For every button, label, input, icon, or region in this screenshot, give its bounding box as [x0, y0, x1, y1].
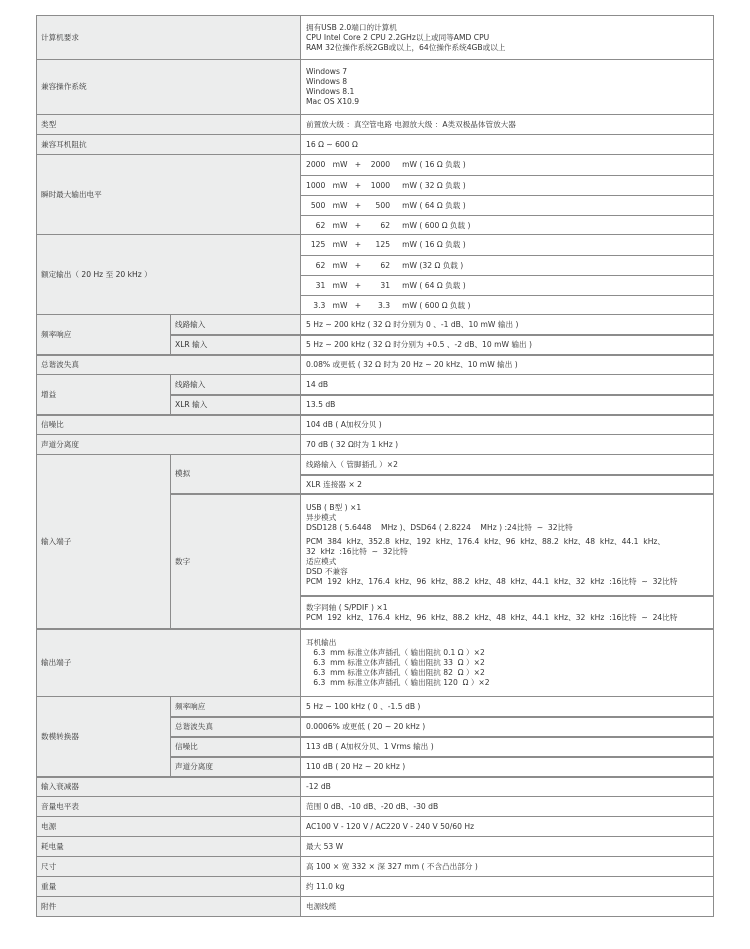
spec-label: 瞬时最大输出电平: [36, 155, 300, 235]
spec-label: 声道分离度: [36, 435, 300, 455]
spec-label: 兼容耳机阻抗: [36, 135, 300, 155]
spec-sublabel: 线路输入: [170, 315, 300, 335]
spec-row-output-terminals: [36, 629, 714, 697]
spec-row-dac: [36, 697, 714, 777]
spec-row-impedance: [36, 135, 714, 155]
spec-value: 13.5 dB: [300, 395, 714, 415]
spec-line: DSD128 ( 5.6448 MHz )、DSD64 ( 2.8224 MHz ) :24比特 ~ 32比特: [306, 523, 573, 532]
spec-subvalue: 3.3 mW + 3.3 mW ( 600 Ω 负载 ): [301, 295, 713, 316]
spec-label: 输入衰减器: [36, 777, 300, 797]
spec-row-peak-output: [36, 155, 714, 235]
spec-line: DSD 不兼容: [306, 567, 348, 576]
spec-value: [300, 629, 714, 697]
spec-row-gain: [36, 375, 714, 415]
spec-value: 0.08% 或更低 ( 32 Ω 时为 20 Hz ~ 20 kHz、10 mW 输出 ): [300, 355, 714, 375]
spec-value-group: [300, 155, 714, 235]
spec-value: 16 Ω ~ 600 Ω: [300, 135, 714, 155]
spec-label: 信噪比: [36, 415, 300, 435]
spec-value: 最大 53 W: [300, 837, 714, 857]
spec-value: [300, 15, 714, 60]
spec-subvalue: 500 mW + 500 mW ( 64 Ω 负载 ): [301, 195, 713, 216]
spec-line: PCM 384 kHz、352.8 kHz、192 kHz、176.4 kHz、96 kHz、88.2 kHz、48 kHz、44.1 kHz、: [306, 537, 665, 546]
spec-line: Windows 7: [306, 67, 348, 76]
spec-subvalue: 62 mW + 62 mW ( 600 Ω 负载 ): [301, 215, 713, 236]
spec-subvalue: 1000 mW + 1000 mW ( 32 Ω 负载 ): [301, 175, 713, 196]
spec-label: 增益: [36, 375, 170, 415]
spec-row-size: [36, 857, 714, 877]
spec-table: [36, 15, 714, 917]
spec-value: AC100 V - 120 V / AC220 V - 240 V 50/60 Hz: [300, 817, 714, 837]
spec-value: XLR 连接器 × 2: [300, 475, 714, 494]
spec-sublabel: 数字: [170, 494, 300, 629]
spec-line: PCM 192 kHz、176.4 kHz、96 kHz、88.2 kHz、48 kHz、44.1 kHz、32 kHz :16比特 ~ 32比特: [306, 577, 678, 586]
spec-sublabel: 频率响应: [170, 697, 300, 717]
spec-line: 6.3 mm 标准立体声插孔（ 输出阻抗 82 Ω ）×2: [306, 668, 485, 677]
spec-line: 拥有USB 2.0端口的计算机: [306, 22, 397, 32]
spec-value: 电源线缆: [300, 897, 714, 917]
spec-line: 6.3 mm 标准立体声插孔（ 输出阻抗 0.1 Ω ）×2: [306, 648, 485, 657]
spec-value: 0.0006% 或更低 ( 20 ~ 20 kHz ): [300, 717, 714, 737]
spec-row-power: [36, 817, 714, 837]
spec-sublabel: 模拟: [170, 455, 300, 494]
spec-label: 兼容操作系统: [36, 60, 300, 115]
spec-label: 总谐波失真: [36, 355, 300, 375]
spec-sublabel: 声道分离度: [170, 757, 300, 777]
spec-sublabel: 信噪比: [170, 737, 300, 757]
spec-label: 重量: [36, 877, 300, 897]
spec-label: 频率响应: [36, 315, 170, 355]
spec-line: 数字同轴 ( S/PDIF ) ×1: [306, 602, 388, 612]
spec-value: 高 100 × 宽 332 × 深 327 mm ( 不含凸出部分 ): [300, 857, 714, 877]
spec-row-accessory: [36, 897, 714, 917]
spec-row-frequency-response: [36, 315, 714, 355]
spec-label: 数模转换器: [36, 697, 170, 777]
spec-row-weight: [36, 877, 714, 897]
spec-label: 类型: [36, 115, 300, 135]
spec-line: 适应模式: [306, 557, 337, 566]
spec-line: 32 kHz :16比特 ~ 32比特: [306, 547, 408, 556]
spec-line: 6.3 mm 标准立体声插孔（ 输出阻抗 33 Ω ）×2: [306, 658, 485, 667]
spec-line: RAM 32位操作系统2GB或以上，64位操作系统4GB或以上: [306, 42, 506, 52]
spec-value: 70 dB ( 32 Ω时为 1 kHz ): [300, 435, 714, 455]
spec-label: 附件: [36, 897, 300, 917]
spec-value: 5 Hz ~ 100 kHz ( 0 、-1.5 dB ): [300, 697, 714, 717]
spec-value: 110 dB ( 20 Hz ~ 20 kHz ): [300, 757, 714, 777]
spec-row-separation: [36, 435, 714, 455]
spec-row-rated-output: [36, 235, 714, 315]
spec-sublabel: XLR 输入: [170, 395, 300, 415]
spec-value: 5 Hz ~ 200 kHz ( 32 Ω 时分别为 0 、-1 dB、10 mW 输出 ): [300, 315, 714, 335]
spec-line: PCM 192 kHz、176.4 kHz、96 kHz、88.2 kHz、48 kHz、44.1 kHz、32 kHz :16比特 ~ 24比特: [306, 612, 678, 622]
spec-row-os: [36, 60, 714, 115]
spec-subvalue: 62 mW + 62 mW (32 Ω 负载 ): [301, 255, 713, 276]
spec-line: Mac OS X10.9: [306, 97, 360, 106]
spec-row-attenuator: [36, 777, 714, 797]
spec-line: USB ( B型 ) ×1: [306, 503, 362, 512]
spec-label: 尺寸: [36, 857, 300, 877]
spec-value-usb: [300, 494, 714, 596]
spec-subvalue: 2000 mW + 2000 mW ( 16 Ω 负载 ): [306, 160, 466, 169]
spec-subvalue: 31 mW + 31 mW ( 64 Ω 负载 ): [301, 275, 713, 296]
spec-row-consumption: [36, 837, 714, 857]
spec-label: 电源: [36, 817, 300, 837]
spec-label: 输入端子: [36, 455, 170, 629]
spec-value: 5 Hz ~ 200 kHz ( 32 Ω 时分别为 +0.5 、-2 dB、10 mW 输出 ): [300, 335, 714, 355]
spec-row-input-terminals: [36, 455, 714, 629]
spec-value-coax: [300, 596, 714, 629]
spec-value: -12 dB: [300, 777, 714, 797]
spec-label: 计算机要求: [36, 15, 300, 60]
spec-row-snr: [36, 415, 714, 435]
spec-value: 约 11.0 kg: [300, 877, 714, 897]
spec-line: Windows 8.1: [306, 87, 355, 96]
spec-value: 104 dB ( A加权分贝 ): [300, 415, 714, 435]
spec-sublabel: XLR 输入: [170, 335, 300, 355]
spec-line: 耳机输出: [306, 638, 337, 647]
spec-line: 6.3 mm 标准立体声插孔（ 输出阻抗 120 Ω ）×2: [306, 678, 490, 687]
spec-label: 额定输出（ 20 Hz 至 20 kHz ）: [36, 235, 300, 315]
spec-value: 范围 0 dB、-10 dB、-20 dB、-30 dB: [300, 797, 714, 817]
spec-line: 异步模式: [306, 513, 337, 522]
spec-value: 前置放大级 ：真空管电路 电源放大级 ：A类双极晶体管放大器: [300, 115, 714, 135]
spec-value: 113 dB ( A加权分贝、1 Vrms 输出 ): [300, 737, 714, 757]
spec-sublabel: 线路输入: [170, 375, 300, 395]
spec-label: 音量电平表: [36, 797, 300, 817]
spec-value-group: [300, 235, 714, 315]
spec-sublabel: 总谐波失真: [170, 717, 300, 737]
spec-value: [300, 60, 714, 115]
spec-line: Windows 8: [306, 77, 348, 86]
spec-row-thd: [36, 355, 714, 375]
spec-row-computer: [36, 15, 714, 60]
spec-subvalue: 125 mW + 125 mW ( 16 Ω 负载 ): [306, 240, 466, 249]
spec-row-level-meter: [36, 797, 714, 817]
spec-row-type: [36, 115, 714, 135]
spec-label: 耗电量: [36, 837, 300, 857]
spec-label: 输出端子: [36, 629, 300, 697]
spec-value: 14 dB: [300, 375, 714, 395]
spec-line: CPU Intel Core 2 CPU 2.2GHz以上或同等AMD CPU: [306, 32, 490, 42]
spec-value: 线路输入（ 管脚插孔 ）×2: [300, 455, 714, 475]
